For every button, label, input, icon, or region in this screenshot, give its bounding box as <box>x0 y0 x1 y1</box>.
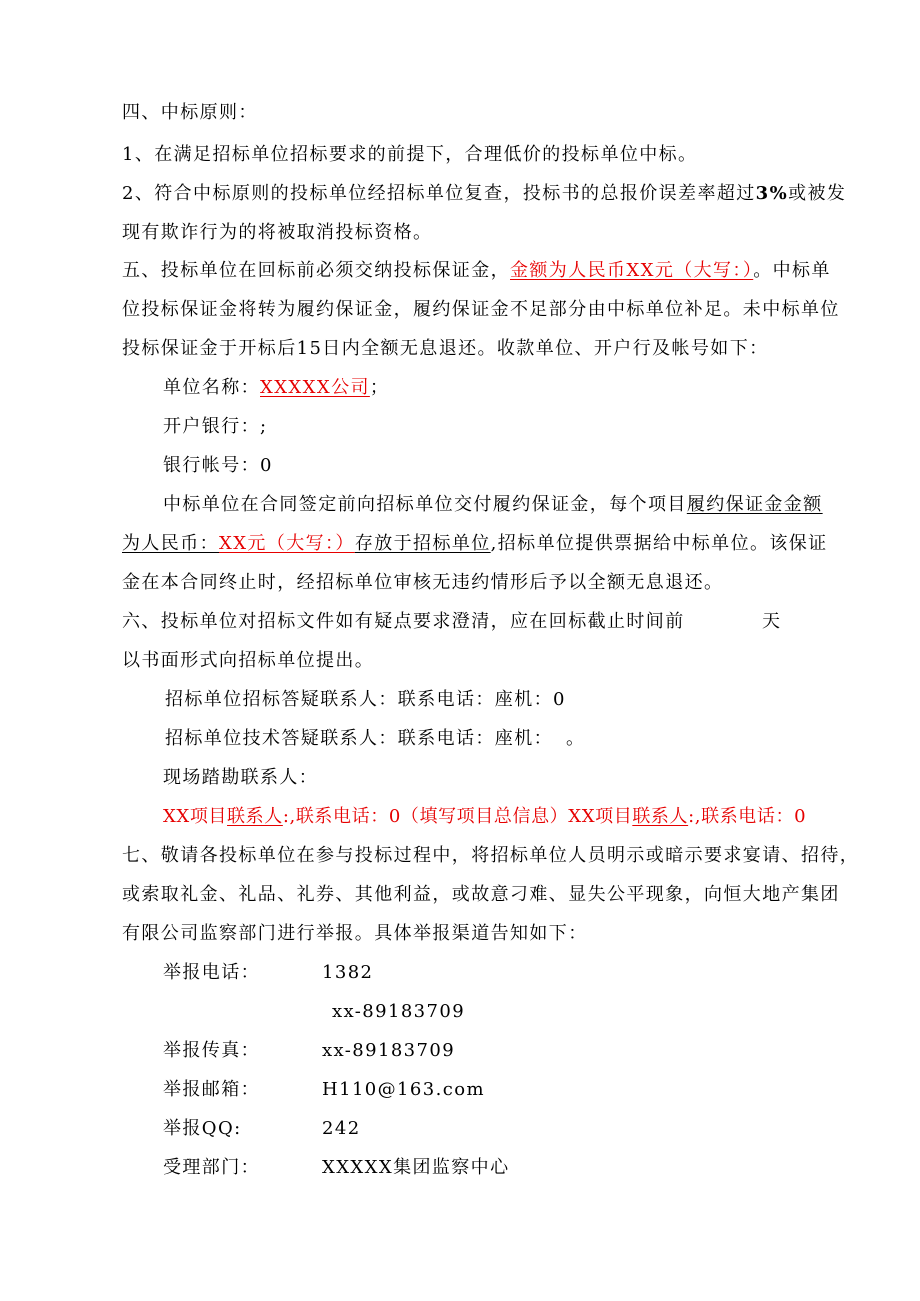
section-4-heading: 四、中标原则： <box>122 102 258 123</box>
section-6-line-1: 六、投标单位对招标文件如有疑点要求澄清，应在回标截止时间前 <box>122 611 685 632</box>
site-contact-label: 现场踏勘联系人： <box>163 767 319 788</box>
section-4-item-2-line-1: 2、符合中标原则的投标单位经招标单位复查，投标书的总报价误差率超过3%或被发 <box>122 183 847 204</box>
tech-contact-end: 。 <box>566 728 586 749</box>
section-7-line-3: 有限公司监察部门进行举报。具体举报渠道告知如下： <box>122 923 588 944</box>
section-6-line-2: 以书面形式向招标单位提出。 <box>122 650 375 671</box>
section-5-p2-line-2: 为人民币：XX元（大写：）存放于招标单位,招标单位提供票据给中标单位。该保证 <box>122 533 828 554</box>
unit-name-row: 单位名称：XXXXX公司； <box>163 377 390 398</box>
section-5-line-3: 投标保证金于开标后15日内全额无息退还。收款单位、开户行及帐号如下： <box>122 338 769 359</box>
document-page: 四、中标原则： 1、在满足招标单位招标要求的前提下，合理低价的投标单位中标。 2、符合中标原则的投标单位经招标单位复查，投标书的总报价误差率超过3%或被发 现有欺诈行为的将被取消投标资格。 五、投标单位在回标前必须交纳投标保证金，金额为人民币XX元（大写：）。中标单 位投标保证金将转为履约保证金，履约保证金不足部分由中标单位补足。未中标单位 投标保证金于开标后15日内全额无息退还。收款单位、开户行及帐号如下： 单位名称：XXXXX公司； 开户银行：; 银行帐号：0 中标单位在合同签定前向招标单位交付履约保证金，每个项目履约保证金金额 为人民币：XX元（大写：）存放于招标单位,招标单位提供票据给中标单位。该保证 金在本合同终止时，经招标单位审核无违约情形后予以全额无息退还。 六、投标单位对招标文件如有疑点要求澄清，应在回标截止时间前 天 以书面形式向招标单位提出。 招标单位招标答疑联系人：联系电话：座机：0 招标单位技术答疑联系人：联系电话：座机： 。 现场踏勘联系人： XX项目联系人:,联系电话：0（填写项目总信息）XX项目联系人:,联系电话：0 七、敬请各投标单位在参与投标过程中，将招标单位人员明示或暗示要求宴请、招待， 或索取礼金、礼品、礼券、其他利益，或故意刁难、显失公平现象，向恒大地产集团 有限公司监察部门进行举报。具体举报渠道告知如下： 举报电话： 1382 xx-89183709 举报传真： xx-89183709 举报邮箱： H110@163.com 举报QQ: 242 受理部门： XXXXX集团监察中心 <box>122 102 860 1178</box>
section-4-item-2-line-2: 现有欺诈行为的将被取消投标资格。 <box>122 222 433 243</box>
section-4-item-1: 1、在满足招标单位招标要求的前提下，合理低价的投标单位中标。 <box>122 144 698 165</box>
performance-bond-amount: XX元（大写：） <box>219 533 355 554</box>
bank-row: 开户银行：; <box>163 416 268 437</box>
bid-contact-row: 招标单位招标答疑联系人：联系电话：座机：0 <box>165 689 566 710</box>
tech-contact-row: 招标单位技术答疑联系人：联系电话：座机： <box>165 728 553 749</box>
site-contact-row: XX项目联系人:,联系电话：0（填写项目总信息）XX项目联系人:,联系电话：0 <box>163 806 807 827</box>
account-row: 银行帐号：0 <box>163 455 273 476</box>
section-6-days: 天 <box>762 611 782 632</box>
section-5-line-2: 位投标保证金将转为履约保证金，履约保证金不足部分由中标单位补足。未中标单位 <box>122 299 840 320</box>
section-5-line-1: 五、投标单位在回标前必须交纳投标保证金，金额为人民币XX元（大写：）。中标单 <box>122 260 831 281</box>
unit-name-value: XXXXX公司 <box>260 377 370 398</box>
deposit-amount: 金额为人民币XX元（大写：） <box>510 260 754 281</box>
section-5-p2-line-1: 中标单位在合同签定前向招标单位交付履约保证金，每个项目履约保证金金额 <box>163 494 823 515</box>
section-5-p2-line-3: 金在本合同终止时，经招标单位审核无违约情形后予以全额无息退还。 <box>122 572 724 593</box>
section-7-line-1: 七、敬请各投标单位在参与投标过程中，将招标单位人员明示或暗示要求宴请、招待， <box>122 845 860 866</box>
section-7-line-2: 或索取礼金、礼品、礼券、其他利益，或故意刁难、显失公平现象，向恒大地产集团 <box>122 884 840 905</box>
